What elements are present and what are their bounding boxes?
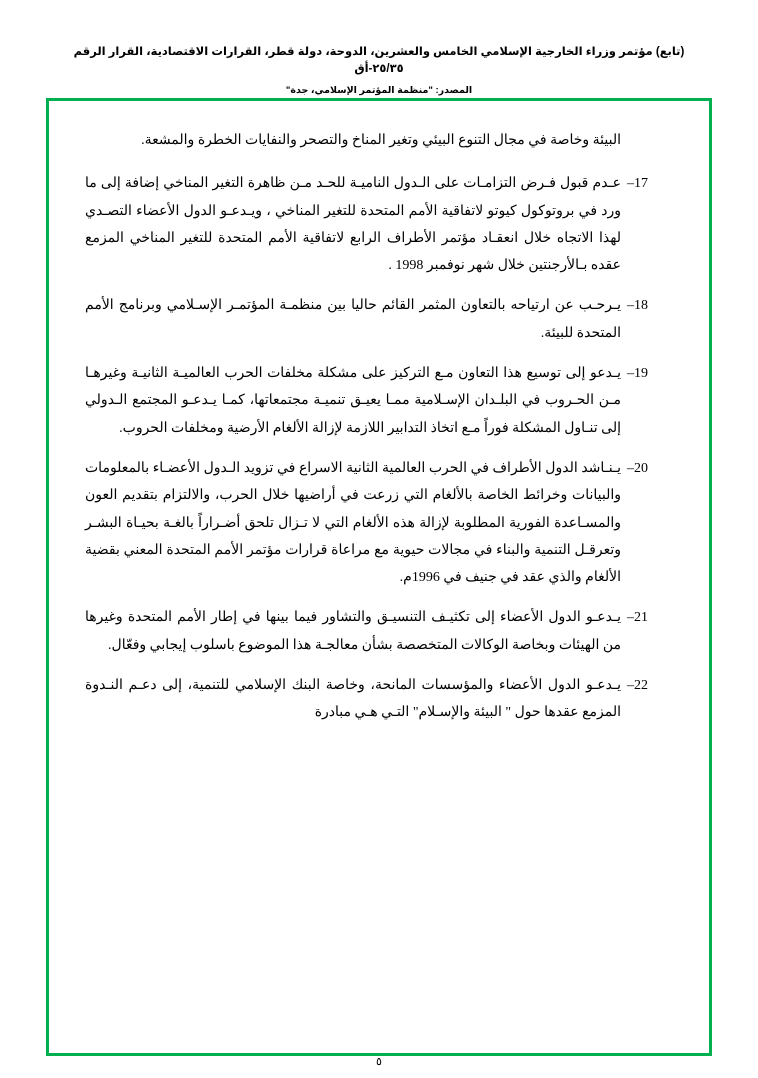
header-title-line: (تابع) مؤتمر وزراء الخارجية الإسلامي الخامس والعشرين، الدوحة، دولة قطر، القرارات الاقتصادية، القرار الرقم ٢٥/٣٥-أق — [73, 46, 685, 76]
paragraph-17 — [85, 170, 667, 279]
content-frame — [46, 98, 712, 1056]
paragraph-text: يـدعـو الدول الأعضاء والمؤسسات المانحة، وخاصة البنك الإسلامي للتنمية، إلى دعـم النـدوة المزمع عقدها حول " البيئة والإسـلام" التـي هـي مبادرة — [85, 678, 621, 721]
paragraph-text: عـدم قبول فـرض التزامـات على الـدول الناميـة للحـد مـن ظاهرة التغير المناخي إضافة إلى ما ورد في بروتوكول كيوتو لاتفاقية الأمم المتحدة للتغير المناخي ، ويـدعـو الدول الأعضاء التصـدي لهذا الاتجاه خلال انعقـاد مؤتمر الأطراف الرابع لاتفاقية الأمم المتحدة للتغير المناخي المزمع عقده بـالأرجنتين خلال شهر نوفمبر 1998 . — [85, 176, 621, 274]
header-source-line: المصدر: "منظمة المؤتمر الإسلامي، جدة" — [285, 84, 473, 96]
paragraph-22 — [85, 672, 667, 727]
document-body — [49, 101, 709, 750]
paragraph-19 — [85, 360, 667, 442]
paragraph-text: يـرحـب عن ارتياحه بالتعاون المثمر القائم حاليا بين منظمـة المؤتمـر الإسـلامي وبرنامج الأمم المتحدة للبيئة. — [85, 298, 621, 341]
paragraph-number: 19– — [627, 366, 648, 382]
page-header — [0, 0, 758, 96]
paragraph-number: 22– — [627, 678, 648, 694]
paragraph-number: 18– — [627, 298, 648, 314]
paragraph-text: يـدعو إلى توسيع هذا التعاون مـع التركيز على مشكلة مخلفات الحرب العالميـة الثانيـة وغيرهـا مـن الحـروب في البلـدان الإسـلامية ممـا يعيـق تنميـة مجتمعاتها، كمـا يـدعـو المجتمع الـدولي إلى تنـاول المشكلة فوراً مـع اتخاذ التدابير اللازمة لإزالة الألغام الأرضية ومخلفات الحروب. — [85, 366, 621, 436]
paragraph-number: 20– — [627, 460, 648, 476]
paragraph-21 — [85, 604, 667, 659]
paragraph-18 — [85, 292, 667, 347]
paragraph-text: البيئة وخاصة في مجال التنوع البيئي وتغير المناخ والتصحر والنفايات الخطرة والمشعة. — [141, 133, 621, 148]
paragraph-number: 17– — [627, 176, 648, 192]
page-number: ٥ — [376, 1056, 382, 1068]
paragraph-intro — [85, 127, 667, 154]
paragraph-text: يـنـاشد الدول الأطراف في الحرب العالمية الثانية الاسراع في تزويد الـدول الأعضـاء بالمعلومات والبيانات وخرائط الخاصة بالألغام التي زرعت في أراضيها خلال الحرب، والالتزام بتقديم العون والمسـاعدة الفورية المطلوبة لإزالة هذه الألغام التي لا تـزال تلحق أضـراراً بالغـة بحيـاة البشـر وتعرقـل التنمية والبناء في مجالات حيوية مع مراعاة قرارات مؤتمر الأمم المتحدة المعني بقضية الألغام والذي عقد في جنيف في 1996م. — [85, 460, 621, 586]
paragraph-number: 21– — [627, 610, 648, 626]
paragraph-20 — [85, 455, 667, 591]
paragraph-text: يـدعـو الدول الأعضاء إلى تكثيـف التنسيـق والتشاور فيما بينها في إطار الأمم المتحدة وغيرها من الهيئات وبخاصة الوكالات المتخصصة بشأن معالجـة هذا الموضوع باسلوب إيجابي وفعّال. — [85, 610, 621, 653]
